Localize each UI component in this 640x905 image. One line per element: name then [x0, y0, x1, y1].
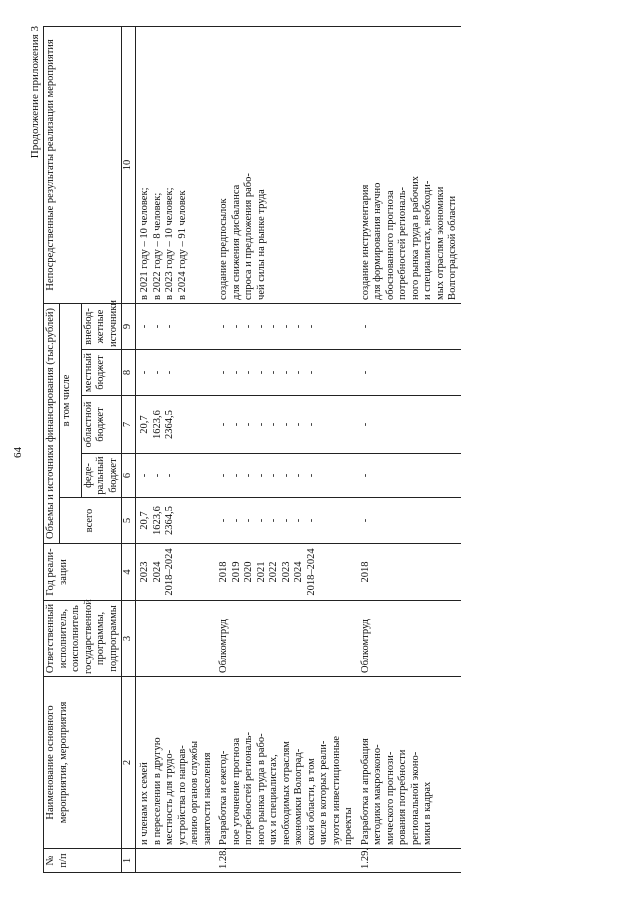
cell-line: -: [151, 473, 163, 478]
table-row: [357, 26, 461, 872]
cell-extra: [215, 303, 357, 349]
cell-line: -: [151, 324, 163, 329]
cell-federal: [357, 454, 461, 498]
program-table: [43, 26, 461, 873]
cell-line: в 2023 году – 10 человек;: [164, 187, 175, 300]
cell-line: создание предпосылок: [218, 198, 229, 300]
cell-line: 2018–2024: [305, 548, 317, 596]
col-number: 3: [122, 601, 136, 677]
cell-line: создание инструментария: [359, 184, 371, 300]
header-federal: феде-ральный бюджет: [81, 454, 122, 498]
cell-line: 2018: [218, 561, 229, 583]
cell-line: 2018: [359, 561, 371, 583]
cell-line: Разработка и апробация: [359, 738, 371, 845]
cell-line: -: [218, 422, 229, 427]
cell-num: 1.28.: [215, 849, 357, 873]
cell-year: [357, 544, 461, 601]
col-number: 1: [122, 849, 136, 873]
cell-line: -: [280, 473, 292, 478]
cell-line: -: [293, 324, 304, 329]
cell-responsible: [357, 601, 461, 677]
col-number: 5: [122, 498, 136, 544]
header-results: Непосредственные результаты реализации мероприятия: [44, 26, 122, 303]
cell-line: 2023: [280, 561, 292, 583]
cell-line: лению органов службы: [189, 740, 200, 845]
cell-line: -: [151, 370, 163, 375]
cell-line: чей силы на рынке труда: [255, 189, 267, 300]
cell-line: -: [230, 518, 242, 523]
cell-line: Разработка и ежегод-: [218, 750, 229, 845]
cell-result: [357, 26, 461, 303]
cell-line: -: [268, 370, 279, 375]
cell-line: -: [243, 422, 254, 427]
col-number: 6: [122, 454, 136, 498]
cell-name: [357, 677, 461, 849]
cell-line: -: [230, 422, 242, 427]
cell-line: -: [218, 473, 229, 478]
header-regional: областной бюджет: [81, 396, 122, 454]
cell-line: Облкомтруд: [218, 619, 229, 673]
cell-line: -: [359, 324, 371, 329]
cell-line: -: [230, 473, 242, 478]
cell-local: [215, 350, 357, 396]
cell-line: потребностей региональ-: [397, 186, 408, 300]
cell-year: [215, 544, 357, 601]
cell-line: потребностей региональ-: [243, 732, 254, 845]
cell-line: -: [268, 473, 279, 478]
cell-line: 1623,6: [151, 506, 163, 535]
cell-line: 2021: [255, 561, 267, 583]
cell-line: -: [255, 473, 267, 478]
cell-num: [136, 849, 216, 873]
cell-federal: [215, 454, 357, 498]
cell-line: рования потребности: [397, 749, 408, 845]
cell-line: -: [255, 422, 267, 427]
cell-line: ской области, в том: [305, 758, 317, 845]
cell-line: -: [359, 518, 371, 523]
header-num: № п/п: [44, 849, 122, 873]
cell-line: в 2022 году – 8 человек;: [151, 192, 163, 300]
cell-line: -: [164, 473, 175, 478]
cell-extra: [357, 303, 461, 349]
col-number: 4: [122, 544, 136, 601]
cell-year: [136, 544, 216, 601]
continuation-label: Продолжение приложения 3: [29, 26, 41, 159]
cell-line: -: [218, 370, 229, 375]
cell-regional: [215, 396, 357, 454]
cell-line: -: [293, 370, 304, 375]
cell-line: 2018–2024: [164, 548, 175, 596]
cell-line: -: [359, 370, 371, 375]
cell-line: ного рынка труда в рабочих: [409, 175, 421, 300]
cell-local: [136, 350, 216, 396]
cell-line: мического прогнози-: [384, 751, 396, 845]
col-number: 8: [122, 350, 136, 396]
cell-line: в 2024 году – 91 человек: [176, 190, 188, 300]
column-number-row: [122, 26, 136, 872]
cell-line: -: [268, 324, 279, 329]
page-number: 64: [12, 447, 24, 458]
cell-line: мики в кадрах: [422, 781, 433, 845]
cell-line: -: [359, 422, 371, 427]
cell-num: 1.29.: [357, 849, 461, 873]
cell-line: местность для трудо-: [164, 749, 175, 845]
header-responsible: Ответственный исполнитель, соисполнитель государственной программы, подпрограммы: [44, 601, 122, 677]
col-number: 7: [122, 396, 136, 454]
cell-line: -: [305, 422, 317, 427]
cell-line: для формирования научно: [372, 182, 383, 300]
cell-line: -: [243, 473, 254, 478]
cell-line: чих и специалистах,: [268, 754, 279, 845]
cell-line: числе в которых реали-: [318, 740, 329, 845]
cell-line: занятости населения: [201, 752, 213, 845]
cell-total: [215, 498, 357, 544]
cell-line: региональной эконо-: [409, 751, 421, 845]
cell-line: -: [280, 324, 292, 329]
header-name: Наименование основного мероприятия, мероприятия: [44, 677, 122, 849]
cell-line: в 2021 году – 10 человек;: [139, 187, 150, 300]
cell-line: и членам их семей: [139, 762, 150, 845]
cell-line: -: [293, 518, 304, 523]
cell-line: -: [255, 370, 267, 375]
cell-line: 2364,5: [164, 506, 175, 535]
cell-line: -: [255, 518, 267, 523]
cell-line: -: [305, 518, 317, 523]
cell-line: ное уточнение прогноза: [230, 737, 242, 845]
cell-total: [136, 498, 216, 544]
header-extra: внебюд-жетные источники: [81, 303, 122, 349]
cell-line: 2019: [230, 561, 242, 583]
cell-line: -: [268, 518, 279, 523]
cell-regional: [136, 396, 216, 454]
cell-line: -: [359, 473, 371, 478]
header-local: местный бюджет: [81, 350, 122, 396]
cell-regional: [357, 396, 461, 454]
cell-line: проекты: [343, 807, 354, 845]
cell-local: [357, 350, 461, 396]
cell-line: 1623,6: [151, 410, 163, 439]
cell-line: -: [280, 518, 292, 523]
cell-line: спроса и предложения рабо-: [243, 173, 254, 300]
cell-line: -: [255, 324, 267, 329]
cell-line: -: [280, 422, 292, 427]
header-funding: Объемы и источники финансирования (тыс.рублей): [44, 303, 60, 543]
cell-line: -: [164, 370, 175, 375]
cell-line: -: [243, 518, 254, 523]
cell-line: ного рынка труда в рабо-: [255, 733, 267, 845]
header-total: всего: [59, 498, 122, 544]
cell-line: 2022: [268, 561, 279, 583]
cell-line: -: [243, 370, 254, 375]
cell-line: 20,7: [139, 511, 150, 530]
cell-line: методики макроэконо-: [372, 744, 383, 845]
cell-line: -: [164, 324, 175, 329]
cell-line: -: [305, 473, 317, 478]
cell-line: необходимых отраслям: [280, 741, 292, 845]
cell-line: 2024: [151, 561, 163, 583]
cell-line: экономики Волоград-: [293, 748, 304, 845]
cell-line: -: [293, 473, 304, 478]
cell-extra: [136, 303, 216, 349]
header-year: Год реали-зации: [44, 544, 122, 601]
cell-responsible: [136, 601, 216, 677]
cell-responsible: [215, 601, 357, 677]
cell-line: Облкомтруд: [359, 619, 371, 673]
cell-line: устройства по направ-: [176, 745, 188, 845]
cell-line: -: [305, 324, 317, 329]
cell-line: для снижения дисбаланса: [230, 184, 242, 300]
cell-line: Волгоградской области: [447, 195, 458, 300]
table-row: [215, 26, 357, 872]
cell-line: зуются инвестиционные: [330, 735, 342, 845]
cell-line: -: [139, 324, 150, 329]
cell-line: -: [218, 324, 229, 329]
cell-name: [136, 677, 216, 849]
cell-federal: [136, 454, 216, 498]
header-incl: в том числе: [59, 303, 81, 497]
cell-line: 2023: [139, 561, 150, 583]
cell-line: -: [293, 422, 304, 427]
cell-line: -: [139, 473, 150, 478]
cell-line: -: [268, 422, 279, 427]
cell-line: -: [218, 518, 229, 523]
col-number: 10: [122, 26, 136, 303]
col-number: 9: [122, 303, 136, 349]
cell-line: 2364,5: [164, 410, 175, 439]
cell-line: мых отраслям экономики: [434, 186, 446, 300]
col-number: 2: [122, 677, 136, 849]
cell-line: -: [230, 370, 242, 375]
cell-line: 2020: [243, 561, 254, 583]
cell-line: в переселении в другую: [151, 737, 163, 845]
cell-line: обоснованного прогноза: [384, 190, 396, 300]
cell-line: -: [230, 324, 242, 329]
cell-total: [357, 498, 461, 544]
cell-line: -: [280, 370, 292, 375]
cell-line: и специалистах, необходи-: [422, 180, 433, 300]
cell-result: [215, 26, 357, 303]
cell-result: [136, 26, 216, 303]
table-row: [136, 26, 216, 872]
cell-line: -: [243, 324, 254, 329]
cell-line: 2024: [293, 561, 304, 583]
cell-line: -: [139, 370, 150, 375]
cell-line: 20,7: [139, 415, 150, 434]
cell-line: -: [305, 370, 317, 375]
cell-name: [215, 677, 357, 849]
